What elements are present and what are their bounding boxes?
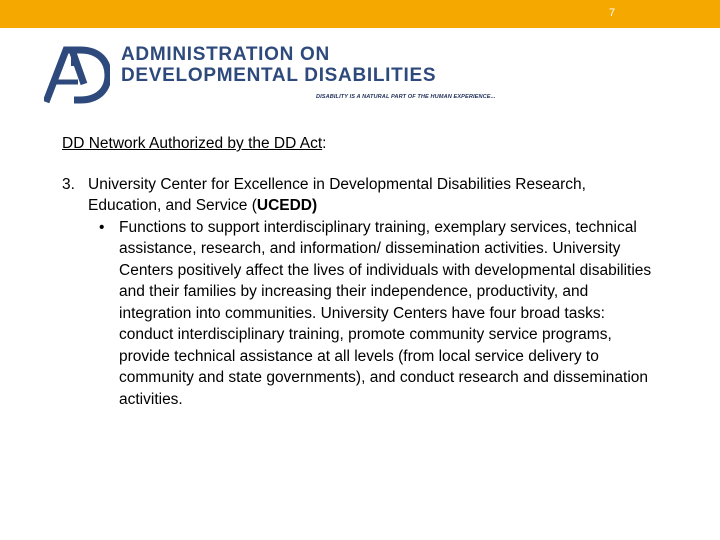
add-logo-mark (44, 44, 110, 104)
logo-tagline: DISABILITY IS A NATURAL PART OF THE HUMAN EXPERIENCE... (316, 94, 496, 100)
slide-heading (62, 133, 662, 155)
numbered-item (62, 174, 662, 411)
item-number: 3. (62, 175, 75, 193)
item-acronym: UCEDD (256, 197, 312, 214)
logo-line-1: ADMINISTRATION ON (121, 44, 330, 65)
slide-number: 7 (608, 7, 616, 19)
bullet-item (88, 217, 662, 411)
logo-line-2: DEVELOPMENTAL DISABILITIES (121, 65, 437, 86)
heading-colon: : (322, 135, 327, 152)
top-accent-bar (0, 0, 720, 28)
slide-body (62, 133, 662, 410)
heading-text: DD Network Authorized by the DD Act (62, 135, 323, 152)
bullet-dot: • (99, 218, 105, 236)
item-text: University Center for Excellence in Developmental Disabilities Research, Education, and Service ( (88, 175, 586, 214)
logo-wordmark (121, 44, 436, 86)
bullet-text: Functions to support interdisciplinary training, exemplary services, technical assistance, research, and information/ dissemination activities. University Centers positively affect the lives of individuals with developmental disabilities and their families by increasing their independence, productivity, and integration into communities. University Centers have four broad tasks: conduct interdisciplinary training, promote community service programs, provide technical assistance at all levels (from local service delivery to community and state governments), and conduct research and dissemination activities. (119, 218, 652, 408)
item-text-close: ) (312, 197, 318, 214)
